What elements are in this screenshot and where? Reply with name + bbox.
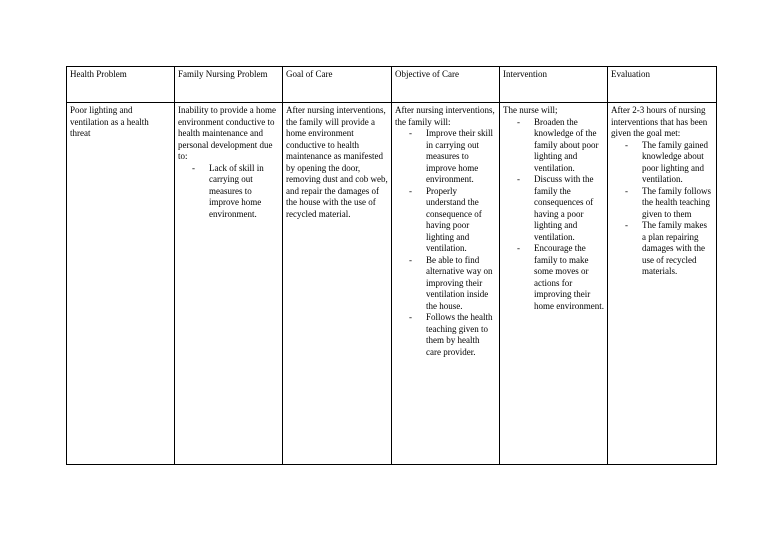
intervention-intro: The nurse will; xyxy=(503,105,558,115)
header-intervention: Intervention xyxy=(500,67,608,103)
header-objective-of-care: Objective of Care xyxy=(392,67,500,103)
goal-of-care-text: After nursing interventions, the family will provide a home environment conductive to health maintenance as manifested by opening the door, removing dust and cob web, and repair the damages of the house with the use of recycled material. xyxy=(286,105,388,219)
list-item: - Broaden the knowledge of the family about poor lighting and ventilation. xyxy=(503,117,604,175)
list-item: - The family follows the health teaching given to them xyxy=(611,186,713,221)
list-item: - Properly understand the consequence of having poor lighting and ventilation. xyxy=(395,186,496,255)
list-item: - Follows the health teaching given to them by health care provider. xyxy=(395,312,496,358)
intervention-list xyxy=(503,117,604,313)
health-problem-text: Poor lighting and ventilation as a health threat xyxy=(70,105,149,138)
list-item: - Lack of skill in carrying out measures to improve home environment. xyxy=(178,163,279,221)
list-item: - Discuss with the family the consequences of having a poor lighting and ventilation. xyxy=(503,174,604,243)
list-item: - Improve their skill in carrying out measures to improve home environment. xyxy=(395,128,496,186)
table-row xyxy=(67,103,717,465)
list-item: - Encourage the family to make some moves or actions for improving their home environment. xyxy=(503,243,604,312)
evaluation-intro: After 2-3 hours of nursing interventions that has been given the goal met: xyxy=(611,105,708,138)
evaluation-cell xyxy=(608,103,717,465)
objective-of-care-intro: After nursing interventions, the family will: xyxy=(395,105,495,127)
care-plan-table xyxy=(66,66,717,465)
intervention-cell xyxy=(500,103,608,465)
header-family-nursing-problem: Family Nursing Problem xyxy=(175,67,283,103)
header-row xyxy=(67,67,717,103)
header-goal-of-care: Goal of Care xyxy=(283,67,392,103)
family-nursing-problem-cell xyxy=(175,103,283,465)
evaluation-list xyxy=(611,140,713,278)
header-evaluation: Evaluation xyxy=(608,67,717,103)
family-nursing-problem-intro: Inability to provide a home environment conductive to health maintenance and personal development due to: xyxy=(178,105,276,161)
list-item: - Be able to find alternative way on improving their ventilation inside the house. xyxy=(395,255,496,313)
list-item: - The family makes a plan repairing damages with the use of recycled materials. xyxy=(611,220,713,278)
health-problem-cell xyxy=(67,103,175,465)
objective-of-care-list xyxy=(395,128,496,358)
family-nursing-problem-list xyxy=(178,163,279,221)
header-health-problem: Health Problem xyxy=(67,67,175,103)
list-item: - The family gained knowledge about poor lighting and ventilation. xyxy=(611,140,713,186)
objective-of-care-cell xyxy=(392,103,500,465)
goal-of-care-cell xyxy=(283,103,392,465)
